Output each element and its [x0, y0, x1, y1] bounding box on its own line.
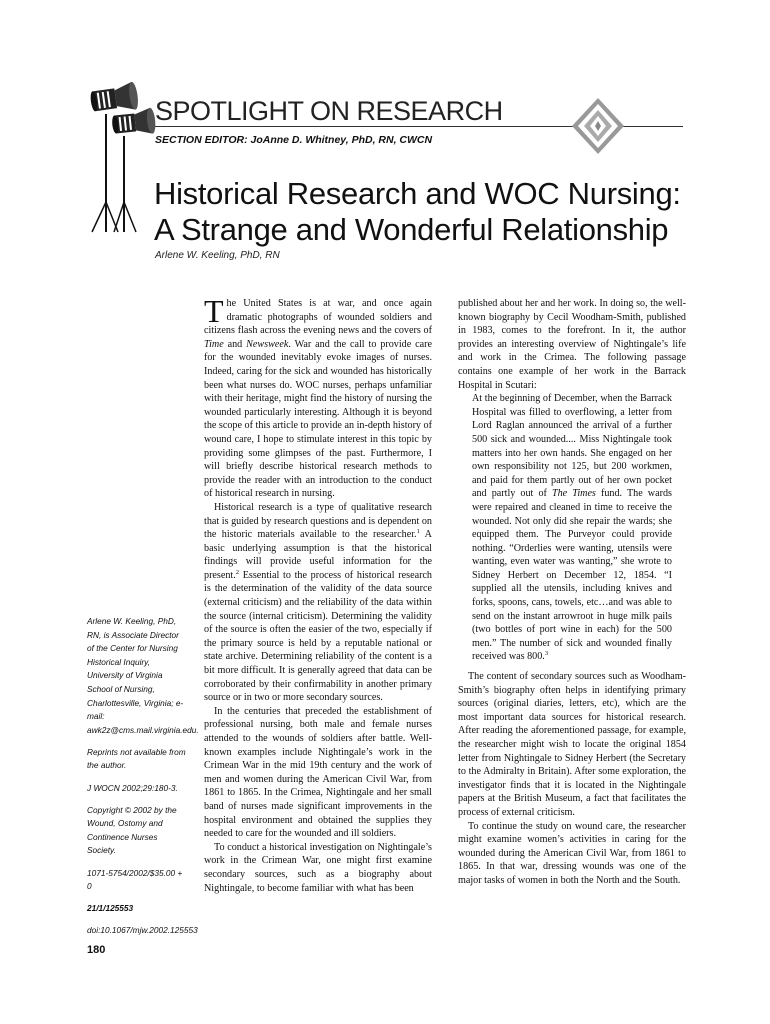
body-paragraph: The United States is at war, and once again dramatic photographs of wounded soldiers and citizens flash across the evening news and the covers of Time and Newsweek. War and the call to provide care for the wounded inevitably evoke images of nurses. Indeed, caring for the sick and wounded has historically been what nurses do. WOC nurses, perhaps unfamiliar with their heritage, might find the history of nursing the wounded particularly interesting. Although it is beyond the scope of this article to provide an in-depth history of wound care, I hope to stimulate interest in this topic by providing some glimpses of the past. Furthermore, I will briefly describe historical research methods to provide the reader with an introduction to the conduct of historical research in nursing. — [204, 297, 432, 500]
reference-marker: 1 — [416, 528, 420, 536]
article-title-line-1: Historical Research and WOC Nursing: — [154, 176, 681, 211]
issn-price: 1071-5754/2002/$35.00 + 0 — [87, 867, 183, 892]
section-editor: SECTION EDITOR: JoAnne D. Whitney, PhD, RN, CWCN — [155, 134, 433, 146]
page-number: 180 — [87, 944, 106, 956]
diamond-logo-icon — [570, 96, 626, 156]
article-title — [154, 176, 734, 248]
reference-marker: 3 — [544, 650, 549, 658]
doi: doi:10.1067/mjw.2002.125553 — [87, 925, 198, 936]
body-paragraph: Historical research is a type of qualitative research that is guided by research questions and is dependent on the historic materials available to the researcher.$^1$ A basic underlying assumption is that the historical findings will provide useful information for the present.$^2$ Essential to the process of historical research is the determination of the validity of the data source (external criticism) and the reliability of the data within the source (internal criticism). Determining the validity of the source is often the easier of the two, especially if the primary source is held by a reputable national or state archive. Determining reliability of the content is a bit more difficult. It is generally agreed that data can be corroborated by their confirmability in another primary source or in two or more secondary sources. — [204, 501, 432, 704]
body-paragraph: published about her and her work. In doing so, the well-known biography by Cecil Woodham-Smith, published in 1983, comes to the forefront. In it, the author provides an interesting overview of Nightingale’s life and work in the Crimea. The following passage contains one example of her work in the Barrack Hospital in Scutari: — [458, 298, 686, 391]
journal-citation: J WOCN 2002;29:180-3. — [87, 782, 178, 793]
article-notes-sidebar — [87, 615, 199, 946]
author-byline: Arlene W. Keeling, PhD, RN — [155, 250, 280, 261]
body-column-right — [458, 297, 686, 937]
body-paragraph: To continue the study on wound care, the researcher might examine women’s activities in caring for the wounded during the American Civil War, from 1861 to 1865. In that war, dressing wounds was one of the major tasks of women in both the North and the South. — [458, 820, 686, 886]
block-quote: At the beginning of December, when the Barrack Hospital was filled to overflowing, a letter from Lord Raglan announced the arrival of a further 500 sick and wounded.... Miss Nightingale took matters into her own hands. She engaged on her own responsibility not 125, but 200 workmen, and paid for them partly out of her own pocket and partly out of The Times fund. The wards were repaired and cleaned in time to receive the wounded. Not only did she repair the wards; she equipped them. The Purveyor could provide nothing. “Orderlies were wanting, utensils were wanting, even water was wanting,” she wrote to Sidney Herbert on December 12, 1854. “I supplied all the utensils, including knives and forks, spoons, cans, towels, etc…and was able to send on the instant arrowroot in huge milk pails (two bottles of port wine in each) for the 500 men.” The number of sick and wounded finally received was 800.$^3$ — [472, 393, 672, 663]
article-code: 21/1/125553 — [87, 903, 134, 914]
reprints-note: Reprints not available from the author. — [87, 746, 186, 771]
drop-cap: T — [204, 297, 224, 329]
author-bio: Arlene W. Keeling, PhD, RN, is Associate Director of the Center for Nursing Historical Inquiry, University of Virginia School of Nursing, Charlottesville, Virginia; e-mail: awk2z@cms.mail.virginia.edu. — [87, 616, 199, 735]
body-paragraph: To conduct a historical investigation on Nightingale’s work in the Crimean War, one might first examine secondary sources, such as a biography about Nightingale, to become familiar with what has been — [204, 841, 432, 894]
reference-marker: 2 — [235, 568, 240, 576]
body-paragraph: In the centuries that preceded the establishment of professional nursing, both male and female nurses attended to the wounds of soldiers after battle. Well-known examples include Nightingale’s work in the Crimean War in the mid 19th century and the work of men and women during the American Civil War, from 1861 to 1865. In the Crimea, Nightingale and her small band of nurses made significant improvements in the hospital environment and obtained the supplies they needed to care for the wounded and ill soldiers. — [204, 705, 432, 840]
body-paragraph: The content of secondary sources such as Woodham-Smith’s biography often helps in identifying primary sources (original diaries, letters, etc), which are the most important data sources for historical research. After reading the aforementioned passage, for example, the researcher might wish to locate the original 1854 letter from Nightingale to Sidney Herbert (the Secretary to the Admiralty in Britain). After some exploration, the investigator finds that it is located in the Nightingale papers at the British Museum, a fact that facilitates the process of external criticism. — [458, 671, 686, 818]
section-title: SPOTLIGHT ON RESEARCH — [155, 96, 503, 126]
spotlight-lamps-icon — [84, 82, 162, 242]
copyright-note: Copyright © 2002 by the Wound, Ostomy and Continence Nurses Society. — [87, 804, 177, 856]
article-title-line-2: A Strange and Wonderful Relationship — [154, 212, 669, 247]
body-column-left — [204, 297, 432, 937]
